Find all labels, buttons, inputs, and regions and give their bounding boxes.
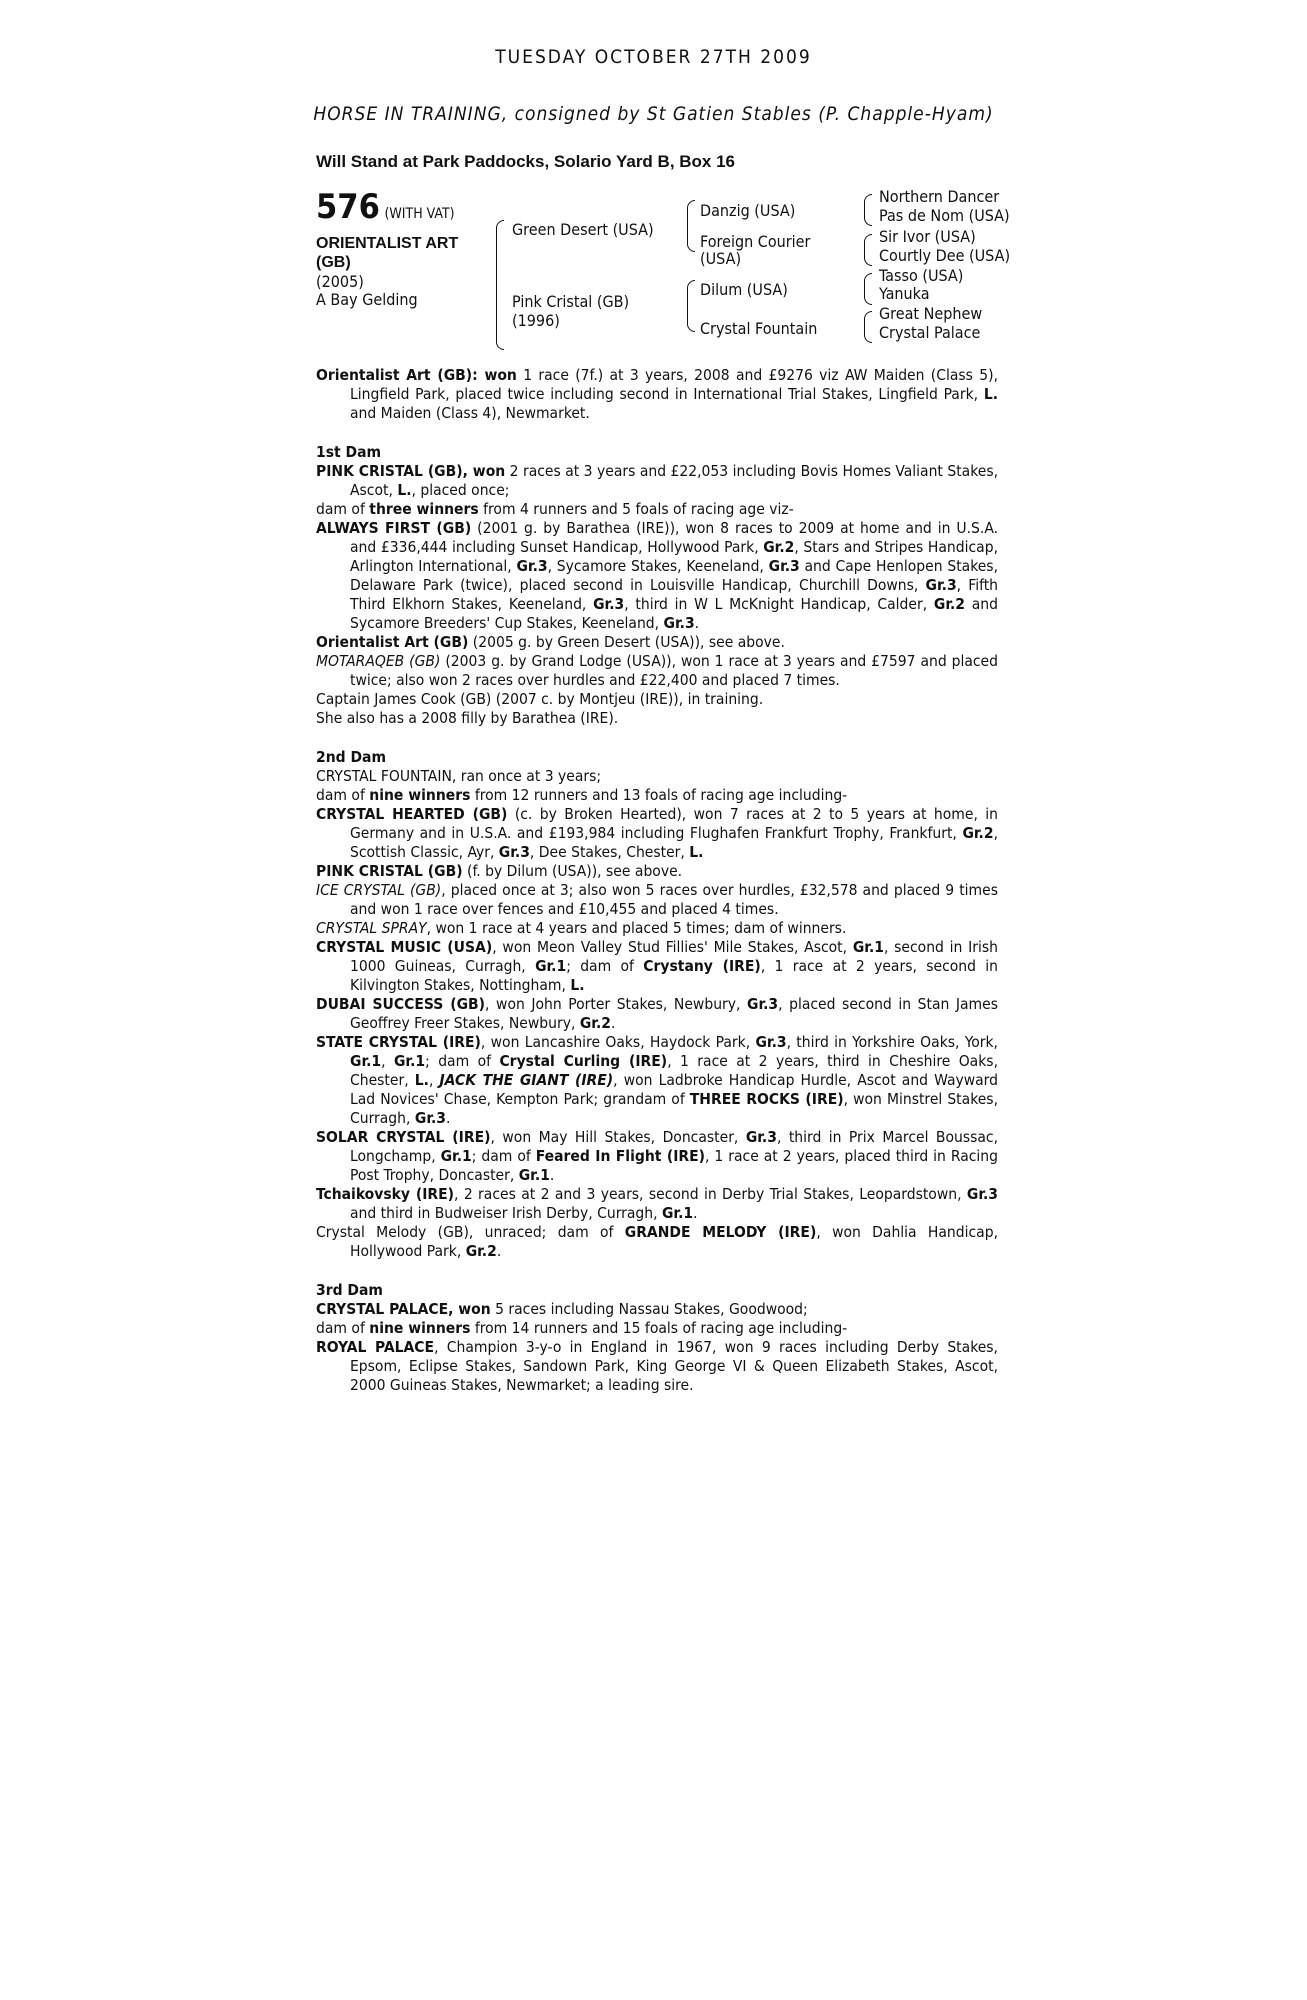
produce-name: ROYAL PALACE <box>316 1338 435 1356</box>
sire-sire: Danzig (USA) <box>700 201 796 220</box>
grade-mark: Gr.1 <box>393 1052 426 1070</box>
record-text: , Scottish Classic, Ayr, <box>350 824 998 861</box>
produce-entry <box>316 519 998 633</box>
pedigree-brace-g2 <box>864 234 872 266</box>
record-text: , <box>381 1052 394 1070</box>
record-text: , <box>428 1071 440 1089</box>
grandchild-entry <box>316 995 998 1033</box>
dam-year: (1996) <box>512 311 560 330</box>
produce-name: CRYSTAL MUSIC (USA) <box>316 938 493 956</box>
record-text: ; dam of <box>471 1147 536 1165</box>
ggs-6: Yanuka <box>879 284 930 303</box>
consignment-line: HORSE IN TRAINING, consigned by St Gatien Stables (P. Chapple-Hyam) <box>313 103 994 125</box>
produce-name: ICE CRYSTAL (GB) <box>316 881 442 899</box>
pedigree-brace-g1 <box>864 194 872 226</box>
record-text: ; dam of <box>566 957 644 975</box>
produce-name: Crystany (IRE) <box>643 957 761 975</box>
grade-mark: Gr.3 <box>663 614 695 632</box>
record-text: , won Lancashire Oaks, Haydock Park, <box>480 1033 756 1051</box>
stand-location: Will Stand at Park Paddocks, Solario Yard B, Box 16 <box>316 152 736 171</box>
horse-name: ORIENTALIST ART <box>316 235 459 252</box>
grade-mark: Gr.3 <box>745 1128 777 1146</box>
grade-mark: Gr.3 <box>925 576 957 594</box>
record-text: (f. by Dilum (USA)), see above. <box>462 862 683 880</box>
ggs-4: Courtly Dee (USA) <box>879 246 1011 265</box>
produce-name: THREE ROCKS (IRE) <box>689 1090 844 1108</box>
record-text: , won John Porter Stakes, Newbury, <box>485 995 747 1013</box>
grandchild-entry <box>316 1223 998 1261</box>
record-text: . <box>694 614 700 632</box>
produce-name: CRYSTAL HEARTED (GB) <box>316 805 508 823</box>
record-text: , won May Hill Stakes, Doncaster, <box>490 1128 746 1146</box>
grade-mark: Gr.3 <box>414 1109 446 1127</box>
record-text: from 12 runners and 13 foals of racing age including- <box>470 786 848 804</box>
record-text: , Sycamore Stakes, Keeneland, <box>547 557 769 575</box>
produce-name: Orientalist Art (GB) <box>316 633 469 651</box>
dam-of: dam of <box>316 500 370 518</box>
first-dam-produce-summary <box>316 500 998 519</box>
won-label: won <box>484 366 517 384</box>
produce-entry <box>316 1338 998 1395</box>
winners-count: nine winners <box>369 786 471 804</box>
third-dam-produce-summary <box>316 1319 998 1338</box>
produce-entry <box>316 690 998 709</box>
grade-mark: Gr.2 <box>962 824 994 842</box>
dam: Pink Cristal (GB) <box>512 292 630 311</box>
record-text: , 1 race at 2 years, second in Kilvington Stakes, Nottingham, <box>350 957 998 994</box>
produce-name: GRANDE MELODY (IRE) <box>624 1223 817 1241</box>
dam-of: dam of <box>316 1319 370 1337</box>
record-text: , third in W L McKnight Handicap, Calder, <box>624 595 934 613</box>
record-text: and Cape Henlopen Stakes, Delaware Park (twice), placed second in Louisville Handicap, Churchill Downs, <box>350 557 999 594</box>
record-text: 2 races at 3 years and £22,053 including Bovis Homes Valiant Stakes, Ascot, <box>350 462 999 499</box>
catalogue-text <box>316 366 998 1395</box>
record-text: 1 race (7f.) at 3 years, 2008 and £9276 viz AW Maiden (Class 5), Lingfield Park, placed twice including second in International Trial Stakes, Lingfield Park, <box>350 366 998 403</box>
record-text: , placed once; <box>411 481 510 499</box>
dam-dam: Crystal Fountain <box>700 319 818 338</box>
produce-entry <box>316 633 998 652</box>
sire-dam: Foreign Courier <box>700 232 811 251</box>
grade-mark: Gr.1 <box>661 1204 694 1222</box>
lot-number-line <box>316 187 455 227</box>
record-text: . <box>496 1242 502 1260</box>
grade-mark: Gr.2 <box>465 1242 497 1260</box>
grade-mark: Gr.2 <box>763 538 795 556</box>
record-text: , 1 race at 2 years, placed third in Racing Post Trophy, Doncaster, <box>350 1147 998 1184</box>
second-dam-record: CRYSTAL FOUNTAIN, ran once at 3 years; <box>316 767 602 785</box>
ggs-8: Crystal Palace <box>879 323 981 342</box>
produce-note: She also has a 2008 filly by Barathea (IRE). <box>316 709 619 727</box>
record-text: , 2 races at 2 and 3 years, second in Derby Trial Stakes, Leopardstown, <box>454 1185 967 1203</box>
pedigree-brace-g4 <box>864 311 872 343</box>
produce-entry <box>316 919 998 938</box>
record-text: , Fifth Third Elkhorn Stakes, Keeneland, <box>350 576 999 613</box>
record-text: , Dee Stakes, Chester, <box>529 843 690 861</box>
grade-mark: Gr.3 <box>593 595 625 613</box>
horse-record <box>316 366 998 423</box>
record-text: (2001 g. by Barathea (IRE)), won 8 races to 2009 at home and in U.S.A. and £336,444 including Sunset Handicap, Hollywood Park, <box>350 519 999 556</box>
record-text: , third in Prix Marcel Boussac, Longchamp, <box>350 1128 998 1165</box>
grade-mark: Gr.3 <box>747 995 779 1013</box>
dam-sire: Dilum (USA) <box>700 280 788 299</box>
record-text: , won Minstrel Stakes, Curragh, <box>350 1090 998 1127</box>
record-text: (2005 g. by Green Desert (USA)), see above. <box>468 633 785 651</box>
second-dam-produce-summary <box>316 786 998 805</box>
winners-count: three winners <box>369 500 479 518</box>
first-dam-record <box>316 462 998 500</box>
record-text: , third in Yorkshire Oaks, York, <box>786 1033 998 1051</box>
ggs-2: Pas de Nom (USA) <box>879 206 1010 225</box>
record-text: (c. by Broken Hearted), won 7 races at 2 to 5 years at home, in Germany and in U.S.A. and £193,984 including Flughafen Frankfurt Trophy, Frankfurt, <box>350 805 998 842</box>
record-text: . <box>446 1109 451 1127</box>
record-text: from 4 runners and 5 foals of racing age viz- <box>478 500 794 518</box>
grandchild-entry <box>316 938 998 995</box>
pedigree-brace-dam <box>687 280 695 332</box>
record-text: from 14 runners and 15 foals of racing age including- <box>470 1319 848 1337</box>
produce-name: Feared In Flight (IRE) <box>535 1147 706 1165</box>
produce-entry <box>316 652 998 690</box>
record-text: Crystal Melody (GB), unraced; dam of <box>316 1223 625 1241</box>
third-dam-heading: 3rd Dam <box>316 1281 383 1299</box>
record-text: , placed second in Stan James Geoffrey Freer Stakes, Newbury, <box>350 995 998 1032</box>
grandchild-entry <box>316 1033 998 1128</box>
produce-entry <box>316 862 998 881</box>
record-text: . <box>549 1166 555 1184</box>
produce-entry <box>316 881 998 919</box>
pedigree-brace-main <box>496 220 504 350</box>
record-text: , placed once at 3; also won 5 races over hurdles, £32,578 and placed 9 times and won 1 race over fences and £10,455 and placed 4 times. <box>350 881 998 918</box>
record-text: , won Meon Valley Stud Fillies' Mile Stakes, Ascot, <box>492 938 853 956</box>
first-dam-heading: 1st Dam <box>316 443 382 461</box>
grade-mark: Gr.3 <box>755 1033 787 1051</box>
grandchild-entry <box>316 1185 998 1223</box>
produce-name: CRYSTAL SPRAY <box>316 919 427 937</box>
record-text: , won Dahlia Handicap, Hollywood Park, <box>350 1223 998 1260</box>
produce-name: STATE CRYSTAL (IRE) <box>316 1033 481 1051</box>
grade-mark: Gr.1 <box>852 938 884 956</box>
listed-mark: L. <box>689 843 704 861</box>
record-text: ; dam of <box>425 1052 500 1070</box>
produce-name: Crystal Curling (IRE) <box>499 1052 668 1070</box>
second-dam-heading: 2nd Dam <box>316 748 386 766</box>
record-text: , second in Irish 1000 Guineas, Curragh, <box>350 938 998 975</box>
record-text: , Stars and Stripes Handicap, Arlington International, <box>350 538 998 575</box>
horse-record-name: Orientalist Art (GB) <box>316 366 473 384</box>
listed-mark: L. <box>983 385 998 403</box>
record-text: (2003 g. by Grand Lodge (USA)), won 1 race at 3 years and £7597 and placed twice; also won 2 races over hurdles and £22,400 and placed 7 times. <box>350 652 998 689</box>
ggs-3: Sir Ivor (USA) <box>879 227 976 246</box>
sire: Green Desert (USA) <box>512 220 654 239</box>
horse-name-suffix: (GB) <box>316 254 351 271</box>
produce-name: ALWAYS FIRST (GB) <box>316 519 472 537</box>
won-label: , won <box>448 1300 491 1318</box>
produce-name: MOTARAQEB (GB) <box>316 652 441 670</box>
grade-mark: Gr.1 <box>535 957 567 975</box>
won-label: , won <box>462 462 506 480</box>
record-text: , 1 race at 2 years, third in Cheshire Oaks, Chester, <box>350 1052 998 1089</box>
pedigree-brace-sire <box>687 200 695 252</box>
grade-mark: Gr.1 <box>518 1166 550 1184</box>
ggs-1: Northern Dancer <box>879 187 1000 206</box>
listed-mark: L. <box>570 976 585 994</box>
produce-name: Tchaikovsky (IRE) <box>316 1185 455 1203</box>
sale-date: TUESDAY OCTOBER 27TH 2009 <box>495 46 812 68</box>
produce-name: SOLAR CRYSTAL (IRE) <box>316 1128 491 1146</box>
record-text: . <box>693 1204 698 1222</box>
grandchild-entry <box>316 1128 998 1185</box>
produce-entry <box>316 805 998 862</box>
sire-dam-suffix: (USA) <box>700 249 742 268</box>
winners-count: nine winners <box>369 1319 471 1337</box>
third-dam-record <box>316 1300 998 1319</box>
grade-mark: Gr.3 <box>768 557 800 575</box>
horse-description: A Bay Gelding <box>316 290 418 309</box>
record-text: , Champion 3-y-o in England in 1967, won 9 races including Derby Stakes, Epsom, Eclipse Stakes, Sandown Park, King George VI & Queen Elizabeth Stakes, Ascot, 2000 Guineas Stakes, Newmarket; a leading sire. <box>350 1338 998 1394</box>
dam-name: PINK CRISTAL (GB) <box>316 462 463 480</box>
record-text: and Maiden (Class 4), Newmarket. <box>350 404 590 422</box>
grade-mark: Gr.1 <box>440 1147 472 1165</box>
foaling-year: (2005) <box>316 272 364 291</box>
grade-mark: Gr.3 <box>498 843 530 861</box>
produce-name: DUBAI SUCCESS (GB) <box>316 995 486 1013</box>
pedigree-brace-g3 <box>864 273 872 305</box>
grade-mark: Gr.3 <box>966 1185 998 1203</box>
record-text: , won Ladbroke Handicap Hurdle, Ascot and Wayward Lad Novices' Chase, Kempton Park; grandam of <box>350 1071 998 1108</box>
grade-mark: Gr.1 <box>350 1052 382 1070</box>
record-text: 5 races including Nassau Stakes, Goodwood; <box>490 1300 808 1318</box>
grade-mark: Gr.2 <box>933 595 966 613</box>
dam-name: CRYSTAL PALACE <box>316 1300 449 1318</box>
produce-name: PINK CRISTAL (GB) <box>316 862 463 880</box>
grade-mark: Gr.2 <box>579 1014 611 1032</box>
produce-name: JACK THE GIANT (IRE) <box>439 1071 614 1089</box>
pedigree-table <box>316 187 1036 355</box>
vat-note: (WITH VAT) <box>384 206 455 222</box>
record-text: , won 1 race at 4 years and placed 5 times; dam of winners. <box>426 919 847 937</box>
ggs-5: Tasso (USA) <box>879 266 964 285</box>
dam-of: dam of <box>316 786 370 804</box>
record-text: and Sycamore Breeders' Cup Stakes, Keeneland, <box>350 595 998 632</box>
ggs-7: Great Nephew <box>879 304 983 323</box>
grade-mark: Gr.3 <box>516 557 548 575</box>
listed-mark: L. <box>414 1071 429 1089</box>
record-text: . <box>610 1014 616 1032</box>
listed-mark: L. <box>397 481 412 499</box>
lot-number: 576 <box>316 187 380 227</box>
sep: : <box>472 366 485 384</box>
record-text: Captain James Cook (GB) (2007 c. by Montjeu (IRE)), in training. <box>316 690 764 708</box>
record-text: and third in Budweiser Irish Derby, Curragh, <box>350 1204 662 1222</box>
